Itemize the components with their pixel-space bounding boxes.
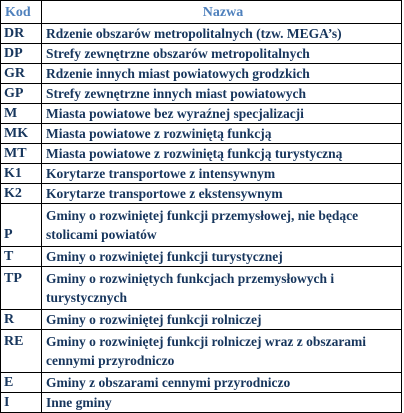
row-code: K2: [1, 184, 42, 204]
row-code: E: [1, 373, 42, 393]
row-name: Strefy zewnętrzne obszarów metropolitalnych: [42, 44, 402, 64]
table-row: [1, 64, 402, 84]
row-code: I: [1, 393, 42, 413]
table-row: [1, 247, 402, 267]
row-code: K1: [1, 164, 42, 184]
table-row: [1, 267, 402, 310]
row-code: DR: [1, 24, 42, 44]
row-code: T: [1, 247, 42, 267]
row-code: TP: [1, 267, 42, 310]
row-code: GP: [1, 84, 42, 104]
row-code: MT: [1, 144, 42, 164]
row-code: P: [1, 204, 42, 247]
row-name: Gminy o rozwiniętej funkcji rolniczej wraz z obszarami cennymi przyrodniczo: [42, 330, 402, 373]
table-row: [1, 184, 402, 204]
table-row: [1, 373, 402, 393]
table-row: [1, 84, 402, 104]
row-name: Gminy o rozwiniętej funkcji turystycznej: [42, 247, 402, 267]
row-code: RE: [1, 330, 42, 373]
table-row: [1, 330, 402, 373]
header-name: Nazwa: [42, 1, 402, 24]
table-row: [1, 44, 402, 64]
table-row: [1, 310, 402, 330]
row-name: Strefy zewnętrzne innych miast powiatowych: [42, 84, 402, 104]
table-row: [1, 164, 402, 184]
row-code: DP: [1, 44, 42, 64]
row-name: Inne gminy: [42, 393, 402, 413]
table-row: [1, 393, 402, 413]
row-code: M: [1, 104, 42, 124]
table-header-row: [1, 1, 402, 24]
row-name: Rdzenie obszarów metropolitalnych (tzw. MEGA’s): [42, 24, 402, 44]
table-row: [1, 124, 402, 144]
row-code: MK: [1, 124, 42, 144]
row-name: Miasta powiatowe z rozwiniętą funkcją: [42, 124, 402, 144]
row-name: Miasta powiatowe z rozwiniętą funkcją turystyczną: [42, 144, 402, 164]
row-name: Gminy o rozwiniętej funkcji przemysłowej, nie będące stolicami powiatów: [42, 204, 402, 247]
row-name: Korytarze transportowe z intensywnym: [42, 164, 402, 184]
header-code: Kod: [1, 1, 42, 24]
row-code: GR: [1, 64, 42, 84]
table-row: [1, 104, 402, 124]
row-code: R: [1, 310, 42, 330]
row-name: Miasta powiatowe bez wyraźnej specjalizacji: [42, 104, 402, 124]
row-name: Gminy z obszarami cennymi przyrodniczo: [42, 373, 402, 393]
table-row: [1, 204, 402, 247]
table-row: [1, 24, 402, 44]
row-name: Korytarze transportowe z ekstensywnym: [42, 184, 402, 204]
row-name: Gminy o rozwiniętej funkcji rolniczej: [42, 310, 402, 330]
table-row: [1, 144, 402, 164]
row-name: Gminy o rozwiniętych funkcjach przemysłowych i turystycznych: [42, 267, 402, 310]
row-name: Rdzenie innych miast powiatowych grodzkich: [42, 64, 402, 84]
